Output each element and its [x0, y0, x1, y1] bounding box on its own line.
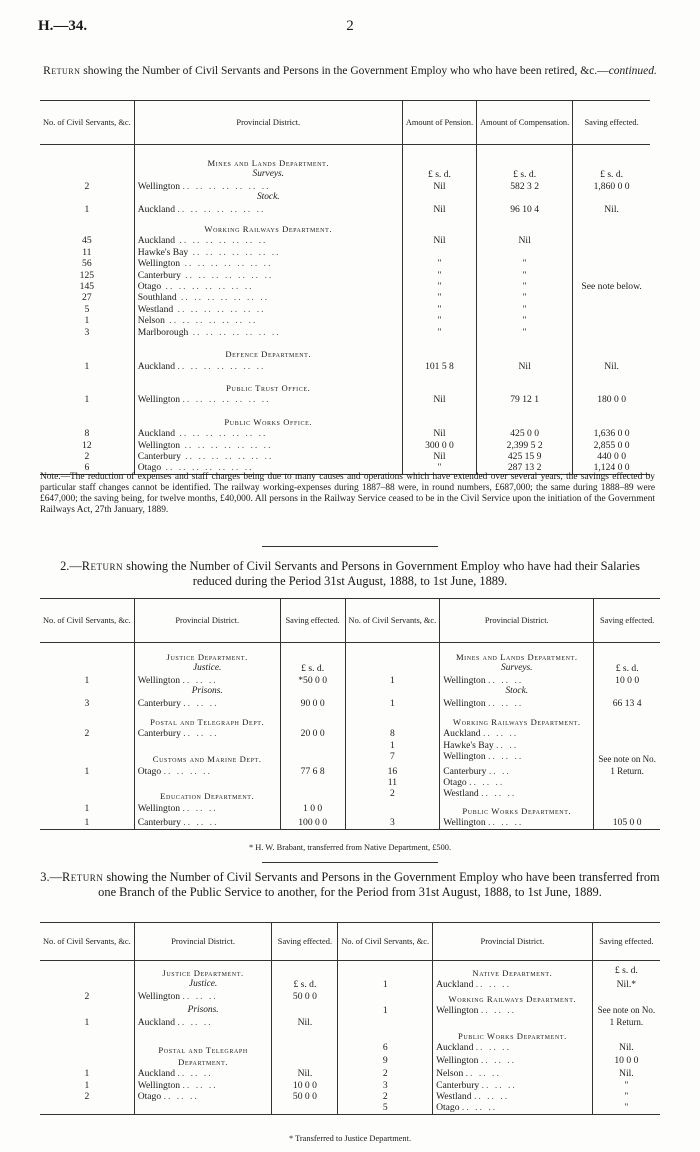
table2-title: 2.—Return showing the Number of Civil Servants and Persons in Government Employ who have had their Salaries reduced during the Period 31st August, 1888, to 1st June, 1889.: [60, 559, 640, 588]
col-no: No. of Civil Servants, &c.: [40, 599, 134, 643]
dept-heading: Mines and Lands Department.: [440, 649, 594, 663]
col-district: Provincial District.: [134, 923, 272, 961]
table-row: 27 Southland .. .. .. .. .. .. .. " ": [40, 292, 650, 303]
table-row: 1 Nelson .. .. .. .. .. .. .. " ": [40, 315, 650, 326]
dept-heading: Postal and Telegraph Dept.: [134, 709, 280, 728]
sub-heading: Stock.: [134, 192, 402, 203]
table3-title: 3.—Return showing the Number of Civil Servants and Persons in the Government Employ who have been transferred from one Branch of the Public Service to another, for the Period from 31st August, 1888, to 1st June, 1889.: [40, 870, 660, 899]
dept-heading: Defence Department.: [134, 346, 402, 360]
col-no: No. of Civil Servants, &c.: [40, 923, 134, 961]
col-no: No. of Civil Servants, &c.: [40, 101, 134, 145]
table-row: 125 Canterbury .. .. .. .. .. .. .. " ": [40, 270, 650, 281]
table2-footnote: * H. W. Brabant, transferred from Native Department, £500.: [248, 843, 452, 852]
col-district: Provincial District.: [134, 101, 402, 145]
dept-heading: Public Works Office.: [134, 414, 402, 428]
dept-heading: Public Works Department.: [440, 803, 594, 817]
table-row: 56 Wellington .. .. .. .. .. .. .. " ": [40, 258, 650, 269]
rail-rows: [40, 235, 650, 338]
table-row: 1 Auckland .. .. .. .. .. .. .. Nil 96 10 4 Nil.: [40, 204, 650, 215]
table-row: 1 Auckland .. .. .. .. .. .. .. 101 5 8 Nil Nil.: [40, 361, 650, 372]
works-rows: [40, 428, 650, 474]
divider: [262, 862, 438, 863]
table3: No. of Civil Servants, &c. Provincial District. Saving effected. No. of Civil Servants, &c. Provincial District. Saving effected. Justice Department. Native Department. £ s. d. Justice. £ s. d. 1 Auckland .. .. .. Nil.* 2 Wellington .. .. .. 50 0 0 Working Railways Department. Prisons. 1 Wellington .. .. .. See note on No. 1 Return. 1 Auckland .. .. .. Nil. Public Works Department. Postal and Telegraph Department. 6 Auckland .. .. .. Nil. 9 Wellington .. .. .. 10 0 0 1 Auckland .. .. .. Nil. 2 Nelson .. .. .. Nil. 1 Wellington .. .. .. 10 0 0 3 Canterbury .. .. .. " 2 Otago .. .. .. 50 0 0 2 Westland .. .. .. " 5 Otago .. .. .. ": [40, 922, 660, 1115]
dept-heading: Public Works Department.: [433, 1028, 593, 1042]
col-compensation: Amount of Compensation.: [477, 101, 573, 145]
table-row: 145 Otago .. .. .. .. .. .. .. " ": [40, 281, 650, 292]
table-row: 1 Wellington .. .. .. .. .. .. .. Nil 79 12 1 180 0 0: [40, 394, 650, 405]
col-district: Provincial District.: [440, 599, 594, 643]
table-row: 11 Hawke's Bay .. .. .. .. .. .. ..: [40, 247, 650, 258]
document-reference: H.—34.: [38, 18, 88, 34]
units: £ s. d.: [573, 169, 650, 180]
col-saving: Saving effected.: [280, 599, 345, 643]
col-no: No. of Civil Servants, &c.: [345, 599, 440, 643]
dept-heading: Postal and Telegraph Department.: [134, 1042, 272, 1068]
table2: No. of Civil Servants, &c. Provincial District. Saving effected. No. of Civil Servants, &c. Provincial District. Saving effected. Justice Department. Mines and Lands Department. Justice. £ s. d. Surveys. £ s. d. 1 Wellington .. .. .. *50 0 0 1 Wellington .. .. .. 10 0 0 Prisons. Stock. 3 Canterbury .. .. .. 90 0 0 1 Wellington .. .. .. 66 13 4 Postal and Telegraph Dept. Working Railways Department. 2 Canterbury .. .. .. 20 0 0 8 Auckland .. .. .. See note on No. 1 Return. 1 Hawke's Bay .. .. Customs and Marine Dept. 7 Wellington .. .. .. 1 Otago .. .. .. .. 77 6 8 16 Canterbury .. .. 11 Otago .. .. .. Education Department. 2 Westland .. .. .. 1 Wellington .. .. .. 1 0 0 Public Works Department. 1 Canterbury .. .. .. 100 0 0 3 Wellington .. .. .. 105 0 0: [40, 598, 660, 830]
dept-heading: Working Railways Department.: [440, 709, 594, 728]
table-row: 5 Westland .. .. .. .. .. .. .. " ": [40, 304, 650, 315]
table1: [40, 100, 650, 475]
dept-heading: Public Trust Office.: [134, 380, 402, 394]
units: £ s. d.: [402, 169, 476, 180]
table-row: 6 Otago .. .. .. .. .. .. .. " 287 13 2 1,124 0 0: [40, 462, 650, 474]
col-district: Provincial District.: [433, 923, 593, 961]
rail-note: See note below.: [573, 235, 650, 338]
dept-heading: Justice Department.: [134, 649, 280, 663]
col-pension: Amount of Pension.: [402, 101, 476, 145]
table-row: 8 Auckland .. .. .. .. .. .. .. Nil 425 0 0 1,636 0 0: [40, 428, 650, 439]
divider: [262, 546, 438, 547]
table-row: 45 Auckland .. .. .. .. .. .. .. Nil Nil See note below.: [40, 235, 650, 246]
page-number: 2: [346, 18, 354, 34]
col-saving: Saving effected.: [573, 101, 650, 145]
dept-heading: Justice Department.: [134, 965, 272, 979]
dept-heading: Native Department.: [433, 965, 593, 979]
dept-heading: Mines and Lands Department.: [134, 155, 402, 169]
table1-title: Return showing the Number of Civil Servants and Persons in the Government Employ who who have been retired, &c.—continued.: [43, 65, 657, 77]
table-row: 3 Marlborough .. .. .. .. .. .. .. " ": [40, 327, 650, 338]
units: £ s. d.: [477, 169, 573, 180]
rail-note: See note on No. 1 Return.: [592, 1005, 660, 1042]
page-header: [30, 18, 670, 38]
col-saving: Saving effected.: [272, 923, 338, 961]
col-district: Provincial District.: [134, 599, 280, 643]
table-row: 2 Canterbury .. .. .. .. .. .. .. Nil 425 15 9 440 0 0: [40, 451, 650, 462]
table1-note: Note.—The reduction of expenses and staff charges being due to many causes and operations which have extended over several years, the savings effected by particular staff changes cannot be identified. The railway working-expenses during 1887–88 were, in round numbers, £687,000; the same during 1888–89 were £647,000; the saving being, for twelve months, £40,000. All persons in the Railway Service ceased to be in the Civil Service upon the initiation of the Government Railways Act, 27th January, 1889.: [40, 472, 655, 515]
rail-note: See note on No. 1 Return.: [594, 728, 660, 802]
dept-heading: Customs and Marine Dept.: [134, 751, 280, 765]
sub-heading: Surveys.: [134, 169, 402, 180]
dept-heading: Education Department.: [134, 788, 280, 802]
col-saving: Saving effected.: [594, 599, 660, 643]
table3-footnote: * Transferred to Justice Department.: [288, 1134, 412, 1143]
table-row: 12 Wellington .. .. .. .. .. .. .. 300 0 0 2,399 5 2 2,855 0 0: [40, 440, 650, 451]
dept-heading: Working Railways Department.: [433, 991, 593, 1005]
col-no: No. of Civil Servants, &c.: [338, 923, 433, 961]
table-row: 1 Wellington .. .. .. *50 0 0 1 Wellington .. .. .. 10 0 0: [40, 675, 660, 686]
col-saving: Saving effected.: [592, 923, 660, 961]
table-row: 2 Wellington .. .. .. .. .. .. .. Nil 582 3 2 1,860 0 0: [40, 181, 650, 192]
dept-heading: Working Railways Department.: [134, 221, 402, 235]
table-row: 3 Canterbury .. .. .. 90 0 0 1 Wellington .. .. .. 66 13 4: [40, 698, 660, 709]
